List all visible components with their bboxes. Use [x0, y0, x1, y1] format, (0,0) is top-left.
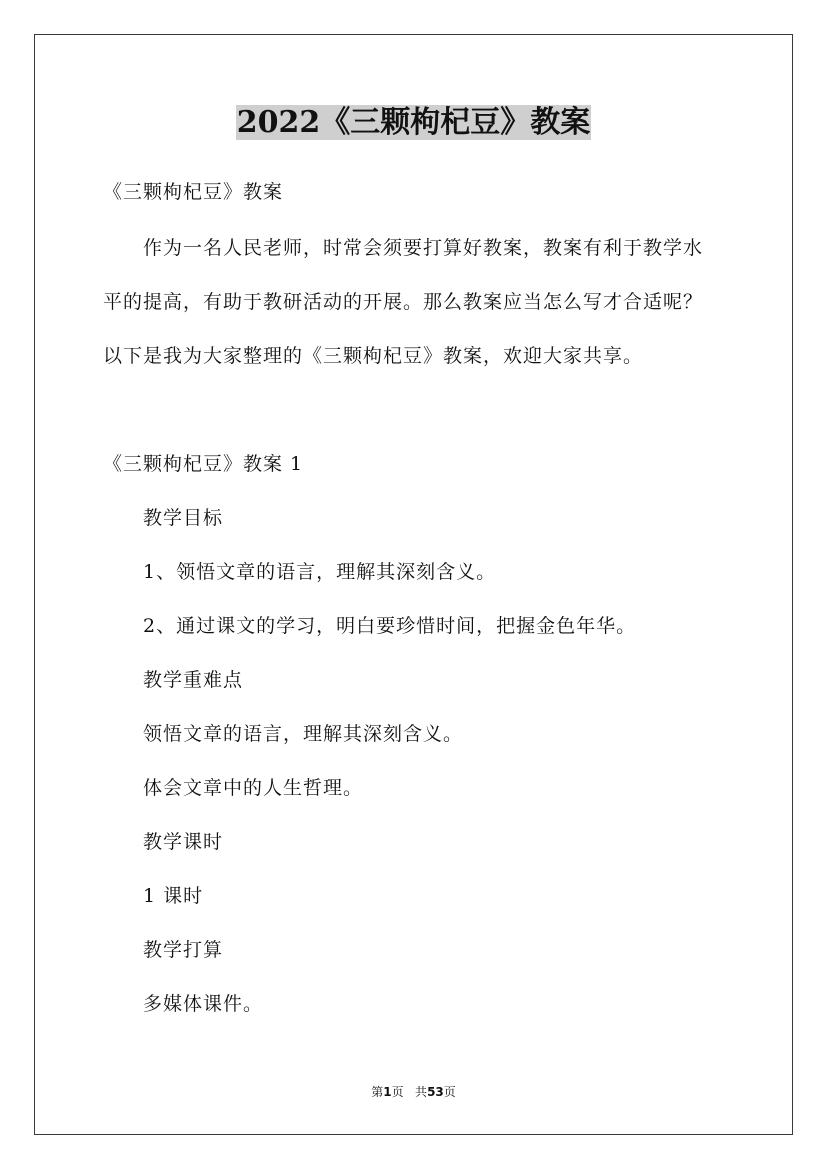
- section-line-8: 1 课时: [143, 885, 204, 907]
- section-line-9: 教学打算: [143, 939, 224, 961]
- document-title: [0, 98, 827, 148]
- intro-line-1: 作为一名人民老师，时常会须要打算好教案，教案有利于教学水: [143, 237, 704, 259]
- intro-line-3: 以下是我为大家整理的《三颗枸杞豆》教案，欢迎大家共享。: [103, 345, 644, 367]
- section-line-6: 体会文章中的人生哲理。: [143, 777, 364, 799]
- page-footer: [0, 1083, 827, 1101]
- section-line-1: 教学目标: [143, 507, 224, 529]
- footer-prefix: 第: [371, 1085, 384, 1099]
- section-line-7: 教学课时: [143, 831, 224, 853]
- intro-line-2: 平的提高，有助于教研活动的开展。那么教案应当怎么写才合适呢？: [103, 291, 704, 313]
- section-line-5: 领悟文章的语言，理解其深刻含义。: [143, 723, 464, 745]
- footer-total-suffix: 页: [443, 1085, 456, 1099]
- subtitle: 《三颗枸杞豆》教案: [103, 181, 284, 203]
- footer-page-suffix: 页: [391, 1085, 404, 1099]
- section-heading: 《三颗枸杞豆》教案 1: [103, 453, 304, 475]
- section-line-2: 1、领悟文章的语言，理解其深刻含义。: [143, 561, 497, 583]
- footer-total-prefix: 共: [415, 1085, 428, 1099]
- section-line-4: 教学重难点: [143, 669, 244, 691]
- document-title-text: 2022《三颗枸杞豆》教案: [236, 105, 591, 140]
- footer-total-pages: 53: [427, 1085, 444, 1099]
- section-line-10: 多媒体课件。: [143, 993, 264, 1015]
- footer-current-page: 1: [383, 1085, 392, 1099]
- section-line-3: 2、通过课文的学习，明白要珍惜时间，把握金色年华。: [143, 615, 637, 637]
